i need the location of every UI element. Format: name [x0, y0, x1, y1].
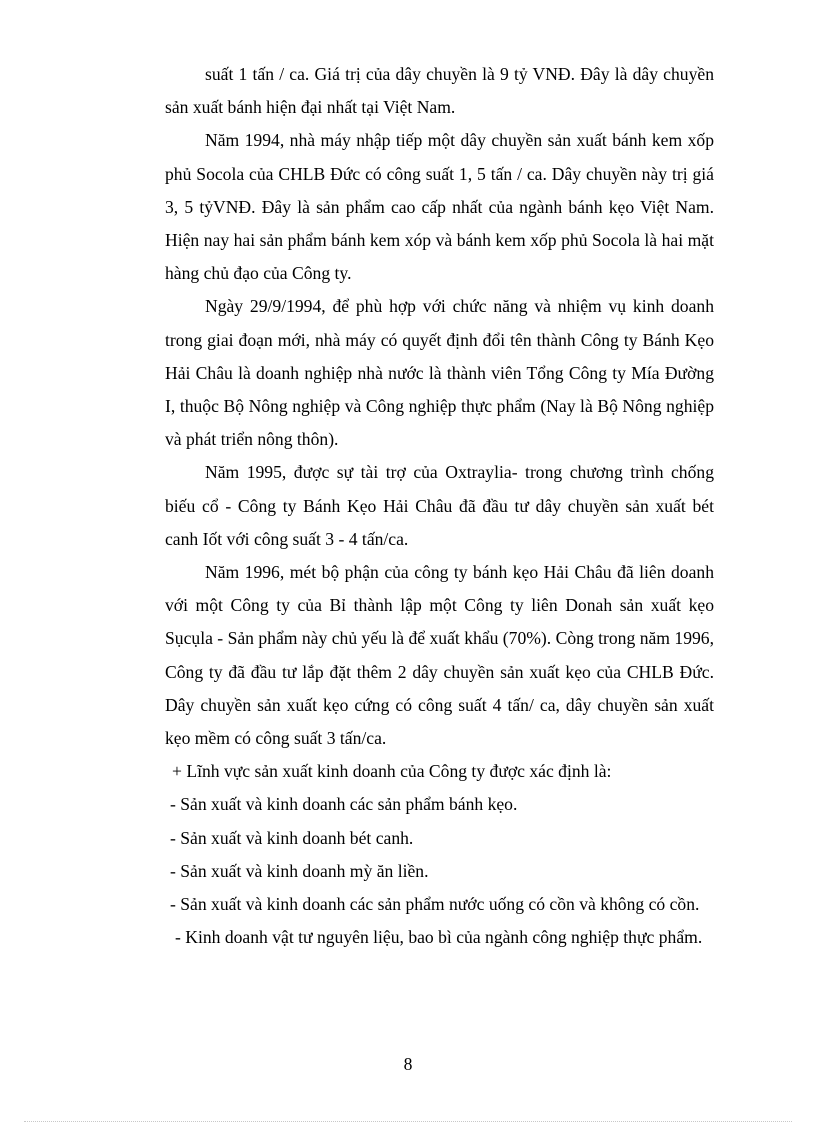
list-item-5: - Kinh doanh vật tư nguyên liệu, bao bì của ngành công nghiệp thực phẩm. [175, 927, 703, 948]
paragraph-5: Năm 1996, mét bộ phận của công ty bánh kẹo Hải Châu đã liên doanh với một Công ty của Bỉ thành lập một Công ty liên Donah sản xuất kẹo Sụcụla - Sản phẩm này chủ yếu là để xuất khẩu (70%). Còng trong năm 1996, Công ty đã đầu tư lắp đặt thêm 2 dây chuyền sản xuất kẹo của CHLB Đức. Dây chuyền sản xuất kẹo cứng có công suất 4 tấn/ ca, dây chuyền sản xuất kẹo mềm có công suất 3 tấn/ca. [165, 562, 714, 749]
page-number: 8 [403, 1054, 413, 1074]
paragraph-1: suất 1 tấn / ca. Giá trị của dây chuyền là 9 tỷ VNĐ. Đây là dây chuyền sản xuất bánh hiện đại nhất tại Việt Nam. [165, 64, 714, 118]
list-item-4: - Sản xuất và kinh doanh các sản phẩm nước uống có cồn và không có cồn. [170, 894, 700, 915]
paragraph-4: Năm 1995, được sự tài trợ của Oxtraylia- trong chương trình chống biếu cổ - Công ty Bánh Kẹo Hải Châu đã đầu tư dây chuyền sản xuất bét canh Iốt với công suất 3 - 4 tấn/ca. [165, 462, 714, 549]
list-item-2: - Sản xuất và kinh doanh bét canh. [170, 827, 414, 848]
list-item-3: - Sản xuất và kinh doanh mỳ ăn liền. [170, 860, 429, 881]
paragraph-3: Ngày 29/9/1994, để phù hợp với chức năng và nhiệm vụ kinh doanh trong giai đoạn mới, nhà máy có quyết định đổi tên thành Công ty Bánh Kẹo Hải Châu là doanh nghiệp nhà nước là thành viên Tổng Công ty Mía Đường I, thuộc Bộ Nông nghiệp và Công nghiệp thực phẩm (Nay là Bộ Nông nghiệp và phát triển nông thôn). [165, 296, 714, 450]
list-intro: + Lĩnh vực sản xuất kinh doanh của Công ty được xác định là: [172, 761, 612, 782]
page-bottom-divider [24, 1121, 792, 1122]
paragraph-2: Năm 1994, nhà máy nhập tiếp một dây chuyền sản xuất bánh kem xốp phủ Socola của CHLB Đức có công suất 1, 5 tấn / ca. Dây chuyền này trị giá 3, 5 tỷVNĐ. Đây là sản phẩm cao cấp nhất của ngành bánh kẹo Việt Nam. Hiện nay hai sản phẩm bánh kem xóp và bánh kem xốp phủ Socola là hai mặt hàng chủ đạo của Công ty. [165, 130, 714, 284]
list-item-1: - Sản xuất và kinh doanh các sản phẩm bánh kẹo. [170, 794, 518, 815]
body-text [165, 58, 714, 954]
